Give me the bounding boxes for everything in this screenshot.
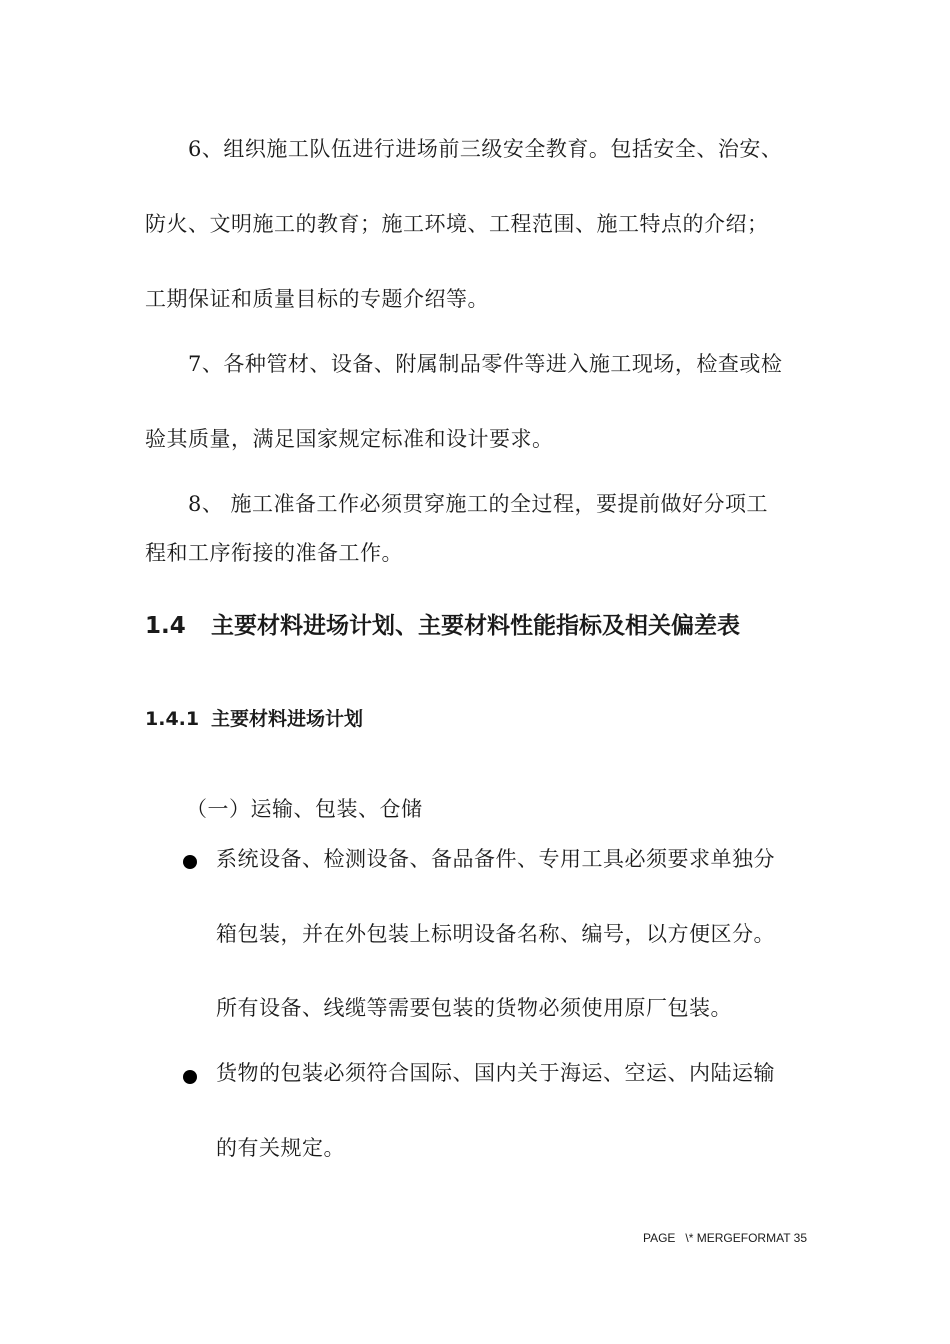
bullet-1-line-1: 系统设备、检测设备、备品备件、专用工具必须要求单独分 xyxy=(216,847,775,871)
bullet-dot-icon xyxy=(183,855,197,869)
subsection-heading: （一）运输、包装、仓储 xyxy=(186,797,423,821)
heading-1-4-number: 1.4 xyxy=(145,613,186,639)
page-footer: PAGE \* MERGEFORMAT 35 xyxy=(642,1231,807,1245)
bullet-2-line-2: 的有关规定。 xyxy=(216,1136,345,1160)
paragraph-8-line-2: 程和工序衔接的准备工作。 xyxy=(145,541,403,565)
heading-1-4-1 xyxy=(145,706,363,732)
heading-1-4-title: 主要材料进场计划、主要材料性能指标及相关偏差表 xyxy=(211,613,740,639)
paragraph-6-line-3: 工期保证和质量目标的专题介绍等。 xyxy=(145,287,489,311)
bullet-dot-icon xyxy=(183,1070,197,1084)
paragraph-6-line-2: 防火、文明施工的教育；施工环境、工程范围、施工特点的介绍； xyxy=(145,212,769,236)
bullet-1-line-2: 箱包装，并在外包装上标明设备名称、编号，以方便区分。 xyxy=(216,922,775,946)
heading-1-4-1-number: 1.4.1 xyxy=(145,708,200,730)
paragraph-7-line-1: 7、各种管材、设备、附属制品零件等进入施工现场，检查或检 xyxy=(188,352,783,376)
bullet-1-line-3: 所有设备、线缆等需要包装的货物必须使用原厂包装。 xyxy=(216,996,732,1020)
paragraph-8-line-1: 8、 施工准备工作必须贯穿施工的全过程，要提前做好分项工 xyxy=(188,492,769,516)
paragraph-6-line-1: 6、组织施工队伍进行进场前三级安全教育。包括安全、治安、 xyxy=(188,137,783,161)
bullet-2-line-1: 货物的包装必须符合国际、国内关于海运、空运、内陆运输 xyxy=(216,1061,775,1085)
heading-1-4-1-title: 主要材料进场计划 xyxy=(211,708,364,730)
paragraph-7-line-2: 验其质量，满足国家规定标准和设计要求。 xyxy=(145,427,554,451)
heading-1-4 xyxy=(145,611,740,641)
